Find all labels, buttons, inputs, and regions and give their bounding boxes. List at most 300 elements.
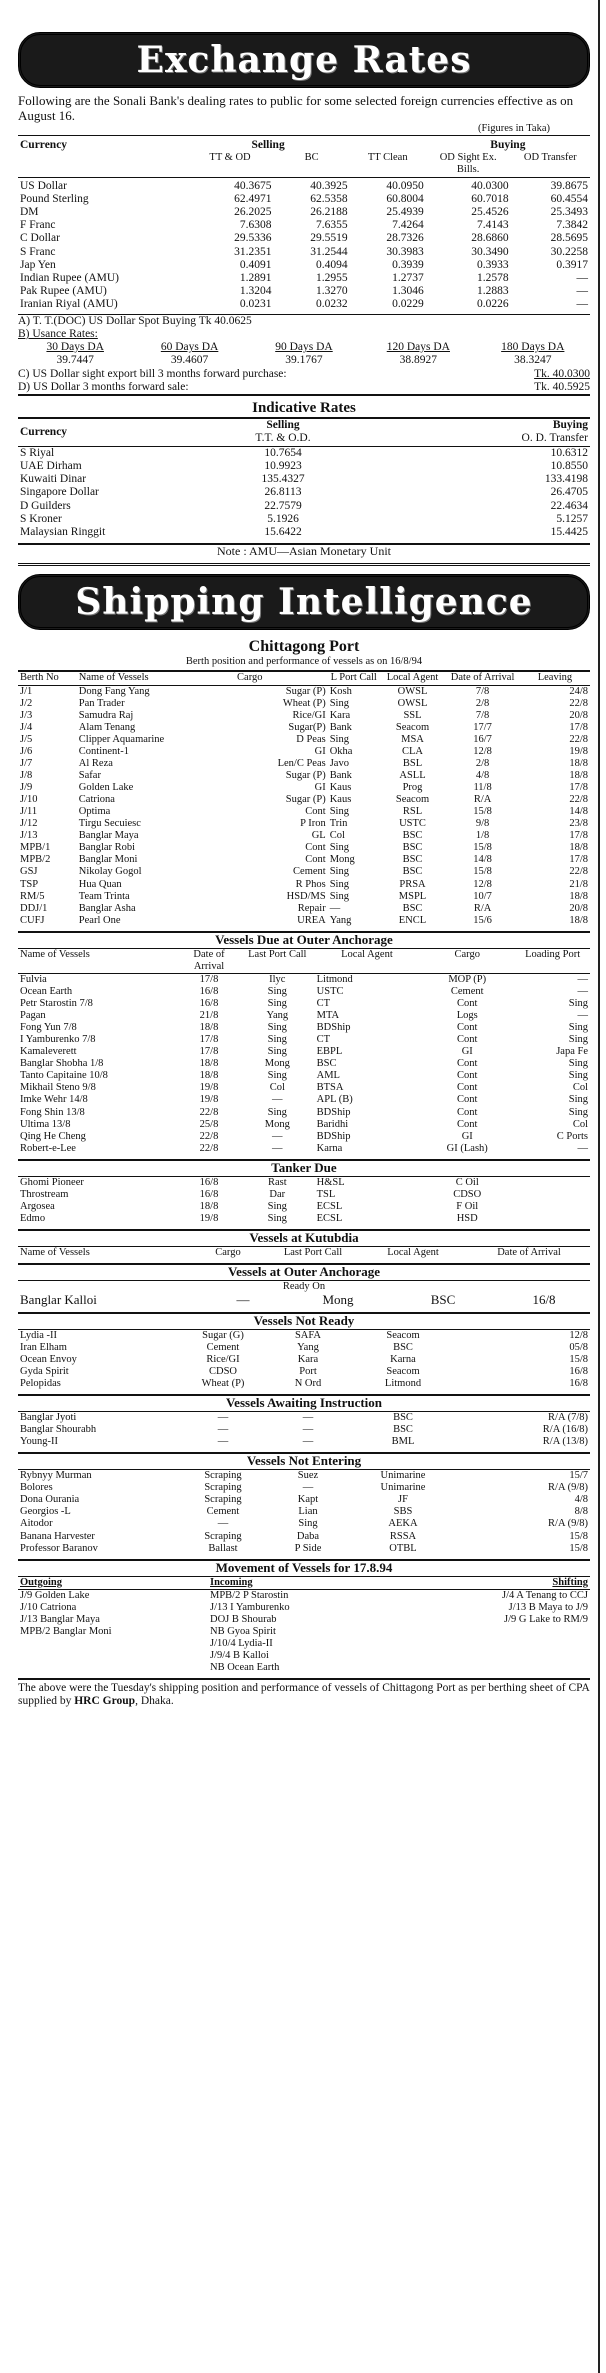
table-cell: MSA <box>401 733 424 745</box>
table-cell: Yang <box>297 1341 319 1353</box>
currency-row <box>18 193 590 206</box>
table-cell: Mong <box>329 854 355 866</box>
table-cell: Banglar Jyoti <box>20 1412 77 1424</box>
exchange-intro: Following are the Sonali Bank's dealing rates to public for some selected foreign currencies effective as on August 16. <box>18 93 574 123</box>
berth-row <box>18 842 590 854</box>
table-cell: Litmond <box>316 973 353 985</box>
table-cell: J/13 <box>20 830 38 842</box>
berth-row <box>18 830 590 842</box>
table-cell: BDShip <box>316 1130 351 1142</box>
table-cell: 15/7 <box>569 1470 588 1482</box>
table-cell: USTC <box>399 818 426 830</box>
table-cell: Cont <box>457 1058 478 1070</box>
rate-value: 0.0232 <box>316 298 348 311</box>
rate-value: 29.5336 <box>234 232 272 245</box>
rate-value: 60.4554 <box>550 192 588 205</box>
table-cell: EBPL <box>316 1046 343 1058</box>
rate-value: 29.5519 <box>310 232 348 245</box>
table-cell: UREA <box>297 914 326 926</box>
table-cell: 19/8 <box>199 1094 219 1106</box>
table-cell: Sing <box>267 1034 287 1046</box>
table-cell: Sing <box>568 1094 588 1106</box>
table-cell: 18/8 <box>569 842 588 854</box>
footer-text: The above were the Tuesday's shipping position and performance of vessels of Chittagong Port as per berthing sheet of CPA supplied by <box>18 1682 590 1708</box>
table-cell: 21/8 <box>569 878 588 890</box>
rate-value: 0.3939 <box>392 258 424 271</box>
rate-value: 25.3493 <box>550 205 588 218</box>
table-cell: Samudra Raj <box>78 709 134 721</box>
table-cell: Professor Baranov <box>20 1542 98 1554</box>
table-cell: Baridhi <box>316 1118 349 1130</box>
table-cell: 16/8 <box>569 1378 588 1390</box>
berth-row <box>18 818 590 830</box>
kutubdia-col-header: Local Agent <box>387 1246 439 1258</box>
outer1-row <box>18 1107 590 1119</box>
outer1-col-header: Name of Vessels <box>20 948 90 960</box>
table-cell: 18/8 <box>199 1200 219 1212</box>
table-cell: Throstream <box>20 1188 69 1200</box>
col-buying: Buying <box>490 139 526 152</box>
table-cell: Sugar (P) <box>285 685 326 697</box>
currency-name: Pak Rupee (AMU) <box>20 285 107 298</box>
table-cell: 11/8 <box>473 782 492 794</box>
col-incoming: Incoming <box>210 1576 253 1588</box>
rate-value: — <box>576 272 588 285</box>
table-cell: Kara <box>297 1353 319 1365</box>
table-cell: 17/7 <box>473 721 492 733</box>
outer2-cell: Mong <box>322 1291 354 1307</box>
outer1-title: Vessels Due at Outer Anchorage <box>18 931 590 949</box>
table-cell: Sing <box>568 1022 588 1034</box>
table-cell: Sing <box>329 733 349 745</box>
awaiting-row <box>18 1412 590 1424</box>
table-cell: Cement <box>206 1506 240 1518</box>
table-cell: 21/8 <box>199 1010 219 1022</box>
table-cell: Qing He Cheng <box>20 1130 86 1142</box>
table-cell: Unimarine <box>380 1482 426 1494</box>
currency-name: D Guilders <box>20 499 71 512</box>
table-cell: BDShip <box>316 1022 351 1034</box>
notready-row <box>18 1330 590 1342</box>
table-cell: P Iron <box>300 818 326 830</box>
incoming-vessel: NB Gyoa Spirit <box>210 1625 276 1637</box>
table-cell: 22/8 <box>569 866 588 878</box>
table-cell: Sing <box>568 1106 588 1118</box>
col-bc: BC <box>304 152 319 164</box>
table-cell: Kaus <box>329 794 352 806</box>
table-cell: Cont <box>457 1094 478 1106</box>
currency-row <box>18 298 590 311</box>
table-cell: Yang <box>329 914 352 926</box>
indicative-row <box>18 446 590 460</box>
table-cell: J/4 <box>20 721 33 733</box>
col-tt-clean: TT Clean <box>367 152 408 164</box>
currency-row <box>18 285 590 298</box>
currency-row <box>18 272 590 285</box>
table-cell: Javo <box>329 757 349 769</box>
table-cell: BSC <box>402 866 423 878</box>
tanker-row <box>18 1201 590 1213</box>
table-cell: BDShip <box>316 1106 351 1118</box>
outer2-cell: — <box>236 1291 250 1307</box>
table-cell: R/A (13/8) <box>542 1436 588 1448</box>
berth-col-header: Date of Arrival <box>450 672 515 684</box>
table-cell: 16/8 <box>199 985 219 997</box>
table-cell: Repair <box>297 902 326 914</box>
table-cell: Col <box>572 1082 588 1094</box>
table-cell: J/12 <box>20 818 38 830</box>
table-cell: 18/8 <box>569 757 588 769</box>
table-cell: Gyda Spirit <box>20 1366 69 1378</box>
table-cell: Argosea <box>20 1200 55 1212</box>
outer1-col-header: Loading Port <box>525 948 581 960</box>
table-cell: 18/8 <box>569 769 588 781</box>
movement-row <box>18 1602 590 1614</box>
awaiting-table <box>18 1412 590 1448</box>
line-d: D) US Dollar 3 months forward sale: <box>18 380 189 393</box>
notentering-title: Vessels Not Entering <box>18 1452 590 1470</box>
table-cell: Cement <box>450 985 484 997</box>
rate-value: 1.3046 <box>392 285 424 298</box>
table-cell: Tirgu Secuiesc <box>78 818 141 830</box>
indicative-row <box>18 460 590 473</box>
ind-col-selling: Selling <box>266 419 300 432</box>
table-cell: Ocean Earth <box>20 985 73 997</box>
tanker-row <box>18 1213 590 1225</box>
notready-row <box>18 1366 590 1378</box>
outer1-row <box>18 1022 590 1034</box>
shipping-banner <box>18 574 590 630</box>
outer1-col-header: Local Agent <box>341 948 393 960</box>
berth-row <box>18 806 590 818</box>
incoming-vessel: J/10/4 Lydia-II <box>210 1637 273 1649</box>
kutubdia-title: Vessels at Kutubdia <box>18 1229 590 1247</box>
sell-value: 135.4327 <box>261 473 305 486</box>
table-cell: 7/8 <box>475 709 490 721</box>
table-cell: 15/8 <box>473 842 492 854</box>
col-od-transfer: OD Transfer <box>523 152 577 164</box>
table-cell: Trin <box>329 818 348 830</box>
table-cell: 20/8 <box>569 902 588 914</box>
currency-name: Iranian Riyal (AMU) <box>20 298 118 311</box>
table-cell: Cont <box>305 842 326 854</box>
table-cell: J/6 <box>20 745 33 757</box>
table-cell: Young-II <box>20 1436 59 1448</box>
currency-name: Malaysian Ringgit <box>20 526 106 538</box>
movement-row <box>18 1662 590 1674</box>
table-cell: SBS <box>393 1506 413 1518</box>
table-cell: Sing <box>568 1070 588 1082</box>
table-cell: Pearl One <box>78 914 121 926</box>
table-cell: 22/8 <box>569 733 588 745</box>
rate-value: 26.2188 <box>310 205 348 218</box>
table-cell: Pan Trader <box>78 697 125 709</box>
usance-table <box>18 341 590 367</box>
table-cell: CUFJ <box>20 914 45 926</box>
table-cell: Prog <box>402 782 423 794</box>
berth-col-header: L Port Call <box>330 672 377 684</box>
table-cell: J/10 <box>20 794 38 806</box>
table-cell: 16/8 <box>199 1176 219 1188</box>
outer2-cell: BSC <box>430 1291 456 1307</box>
table-cell: R/A (9/8) <box>548 1482 588 1494</box>
usance-label: 120 Days DA <box>386 341 450 354</box>
usance-value: 39.7447 <box>56 354 94 367</box>
table-cell: R/A (7/8) <box>548 1412 588 1424</box>
currency-row <box>18 206 590 219</box>
table-cell: Ghomi Pioneer <box>20 1176 84 1188</box>
outer1-row <box>18 986 590 998</box>
table-cell: Col <box>329 830 345 842</box>
line-b: B) Usance Rates: <box>18 327 98 340</box>
table-cell: Sing <box>267 1022 287 1034</box>
outer1-row <box>18 1131 590 1143</box>
exchange-rates-title: Exchange Rates <box>136 39 472 81</box>
table-cell: — <box>217 1424 229 1436</box>
outer1-table <box>18 949 590 1155</box>
table-cell: Golden Lake <box>78 782 134 794</box>
table-cell: 17/8 <box>199 1046 219 1058</box>
usance-label: 90 Days DA <box>275 341 333 354</box>
table-cell: — <box>272 1142 283 1154</box>
table-cell: Sing <box>329 866 349 878</box>
table-cell: 17/8 <box>199 1034 219 1046</box>
rate-value: 31.2544 <box>310 245 348 258</box>
outgoing-vessel: MPB/2 Banglar Moni <box>20 1625 112 1637</box>
indicative-row <box>18 486 590 499</box>
table-cell: MTA <box>316 1010 340 1022</box>
table-cell: AEKA <box>388 1518 418 1530</box>
rate-value: — <box>576 285 588 298</box>
table-cell: Sing <box>267 1106 287 1118</box>
table-cell: DDJ/1 <box>20 902 48 914</box>
currency-name: UAE Dirham <box>20 459 82 472</box>
table-cell: Len/C Peas <box>277 757 326 769</box>
table-cell: BSC <box>393 1424 413 1436</box>
movement-row <box>18 1589 590 1602</box>
notentering-row <box>18 1506 590 1518</box>
table-cell: 17/8 <box>569 721 588 733</box>
table-cell: Sing <box>267 1070 287 1082</box>
table-cell: R/A <box>473 794 492 806</box>
outer1-row <box>18 998 590 1010</box>
ind-col-currency: Currency <box>20 425 68 438</box>
table-cell: D Peas <box>296 733 326 745</box>
movement-row <box>18 1614 590 1626</box>
table-cell: Georgios -L <box>20 1506 71 1518</box>
incoming-vessel: MPB/2 P Starostin <box>210 1589 289 1601</box>
table-cell: — <box>272 1130 283 1142</box>
rate-value: 7.4264 <box>392 219 424 232</box>
table-cell: R Phos <box>295 878 326 890</box>
table-cell: Imke Wehr 14/8 <box>20 1094 88 1106</box>
berth-row <box>18 794 590 806</box>
indicative-row <box>18 526 590 539</box>
table-cell: Logs <box>456 1010 478 1022</box>
currency-row <box>18 219 590 232</box>
buy-value: 5.1257 <box>556 512 588 525</box>
table-cell: 23/8 <box>569 818 588 830</box>
table-cell: Cont <box>305 854 326 866</box>
table-cell: Alam Tenang <box>78 721 136 733</box>
tanker-row <box>18 1189 590 1201</box>
table-cell: Litmond <box>384 1378 422 1390</box>
incoming-vessel: J/13 I Yamburenko <box>210 1601 290 1613</box>
table-cell: 8/8 <box>574 1506 588 1518</box>
table-cell: ASLL <box>399 769 426 781</box>
rate-value: 28.5695 <box>550 232 588 245</box>
tanker-row <box>18 1177 590 1189</box>
notready-table <box>18 1330 590 1390</box>
shifting-vessel <box>408 1662 590 1674</box>
table-cell: TSP <box>20 878 39 890</box>
table-cell: Sing <box>568 997 588 1009</box>
table-cell: Cont <box>457 1082 478 1094</box>
kutubdia-col-header: Name of Vessels <box>20 1246 90 1258</box>
table-cell: 05/8 <box>569 1341 588 1353</box>
table-cell: — <box>577 985 588 997</box>
exchange-rates-banner <box>18 32 590 88</box>
table-cell: 9/8 <box>475 818 490 830</box>
table-cell: C Oil <box>455 1176 479 1188</box>
table-cell: Robert-e-Lee <box>20 1142 76 1154</box>
table-cell: Cont <box>457 997 478 1009</box>
table-cell: — <box>272 1094 283 1106</box>
table-cell: Ilyc <box>269 973 286 985</box>
table-cell: Sugar(P) <box>288 721 326 733</box>
shifting-vessel: J/4 A Tenang to CCJ <box>502 1589 588 1601</box>
table-cell: Bank <box>329 721 352 733</box>
table-cell: Continent-1 <box>78 745 129 757</box>
berth-row <box>18 854 590 866</box>
table-cell: Cont <box>305 806 326 818</box>
table-cell: 15/8 <box>569 1530 588 1542</box>
movement-title: Movement of Vessels for 17.8.94 <box>18 1559 590 1577</box>
footer-note <box>18 1678 590 1708</box>
table-cell: 4/8 <box>574 1494 588 1506</box>
shifting-vessel: J/9 G Lake to RM/9 <box>504 1613 588 1625</box>
table-cell: Karna <box>316 1142 343 1154</box>
table-cell: 12/8 <box>473 745 492 757</box>
table-cell: Wheat (P) <box>282 697 326 709</box>
rate-value: 0.0231 <box>239 298 272 311</box>
currency-name: Jap Yen <box>20 258 56 271</box>
sell-value: 5.1926 <box>267 512 299 525</box>
sell-value: 15.6422 <box>264 526 302 538</box>
table-cell: Banana Harvester <box>20 1530 95 1542</box>
table-cell: Sing <box>329 697 349 709</box>
indicative-row <box>18 473 590 486</box>
currency-name: DM <box>20 205 39 218</box>
notentering-row <box>18 1494 590 1506</box>
berth-row <box>18 710 590 722</box>
table-cell: 12/8 <box>473 878 492 890</box>
currency-name: Pound Sterling <box>20 192 89 205</box>
table-cell: GI <box>314 745 326 757</box>
buy-value: 10.8550 <box>550 459 588 472</box>
outgoing-vessel <box>18 1650 208 1662</box>
table-cell: 18/8 <box>569 914 588 926</box>
rate-value: 40.3675 <box>234 179 272 192</box>
berth-col-header: Berth No <box>20 672 59 684</box>
table-cell: — <box>577 1010 588 1022</box>
table-cell: ECSL <box>316 1200 343 1212</box>
table-cell: 15/8 <box>473 806 492 818</box>
table-cell: MPB/2 <box>20 854 51 866</box>
table-cell: Pagan <box>20 1010 46 1022</box>
rate-value: 1.2578 <box>476 272 509 285</box>
table-cell: Cont <box>457 1070 478 1082</box>
rate-value: 28.7326 <box>386 232 424 245</box>
table-cell: — <box>329 902 341 914</box>
rate-value: 25.4526 <box>471 205 509 218</box>
rate-value: 1.2737 <box>392 272 424 285</box>
rate-value: 0.4091 <box>239 258 272 271</box>
table-cell: 14/8 <box>569 806 588 818</box>
table-cell: Scraping <box>204 1530 242 1542</box>
table-cell: RSL <box>402 806 423 818</box>
table-cell: 16/7 <box>473 733 492 745</box>
rate-value: 30.3490 <box>471 245 509 258</box>
exchange-table <box>18 139 590 312</box>
rate-value: 31.2351 <box>234 245 272 258</box>
berth-col-header: Name of Vessels <box>78 672 149 684</box>
usance-value: 38.3247 <box>514 354 552 367</box>
notentering-row <box>18 1518 590 1530</box>
table-cell: Dong Fang Yang <box>78 685 150 697</box>
usance-value: 39.4607 <box>170 354 209 367</box>
table-cell: PRSA <box>399 878 426 890</box>
table-cell: Safar <box>78 769 101 781</box>
table-cell: Kosh <box>329 685 352 697</box>
berth-row <box>18 685 590 698</box>
table-cell: Japa Fe <box>556 1046 588 1058</box>
table-cell: Banglar Robi <box>78 842 136 854</box>
table-cell: Sing <box>267 997 287 1009</box>
rate-value: 62.5358 <box>310 192 348 205</box>
table-cell: Sing <box>267 985 287 997</box>
table-cell: Sing <box>267 1212 287 1224</box>
notready-title: Vessels Not Ready <box>18 1312 590 1330</box>
table-cell: Rast <box>267 1176 287 1188</box>
buy-value: 15.4425 <box>550 526 588 538</box>
berth-row <box>18 891 590 903</box>
table-cell: 24/8 <box>569 685 588 697</box>
table-cell: Optima <box>78 806 111 818</box>
table-cell: 1/8 <box>475 830 490 842</box>
table-cell: R/A <box>473 902 492 914</box>
table-cell: CDSO <box>208 1366 237 1378</box>
movement-row <box>18 1638 590 1650</box>
rate-value: 40.0300 <box>471 179 509 192</box>
table-cell: Cont <box>457 1118 478 1130</box>
rate-value: — <box>576 298 588 311</box>
table-cell: — <box>217 1412 229 1424</box>
tanker-title: Tanker Due <box>18 1159 590 1177</box>
table-cell: Banglar Shourabh <box>20 1424 97 1436</box>
kutubdia-col-header: Last Port Call <box>283 1246 343 1258</box>
notready-row <box>18 1354 590 1366</box>
table-cell: Banglar Moni <box>78 854 138 866</box>
table-cell: — <box>302 1424 314 1436</box>
table-cell: Wheat (P) <box>201 1378 245 1390</box>
figures-note: (Figures in Taka) <box>18 123 590 136</box>
ready-on-label: Ready On <box>282 1280 326 1292</box>
table-cell: Fong Shin 13/8 <box>20 1106 85 1118</box>
table-cell: P Side <box>294 1542 322 1554</box>
shipping-title: Shipping Intelligence <box>75 581 533 624</box>
table-cell: Fulvia <box>20 973 47 985</box>
